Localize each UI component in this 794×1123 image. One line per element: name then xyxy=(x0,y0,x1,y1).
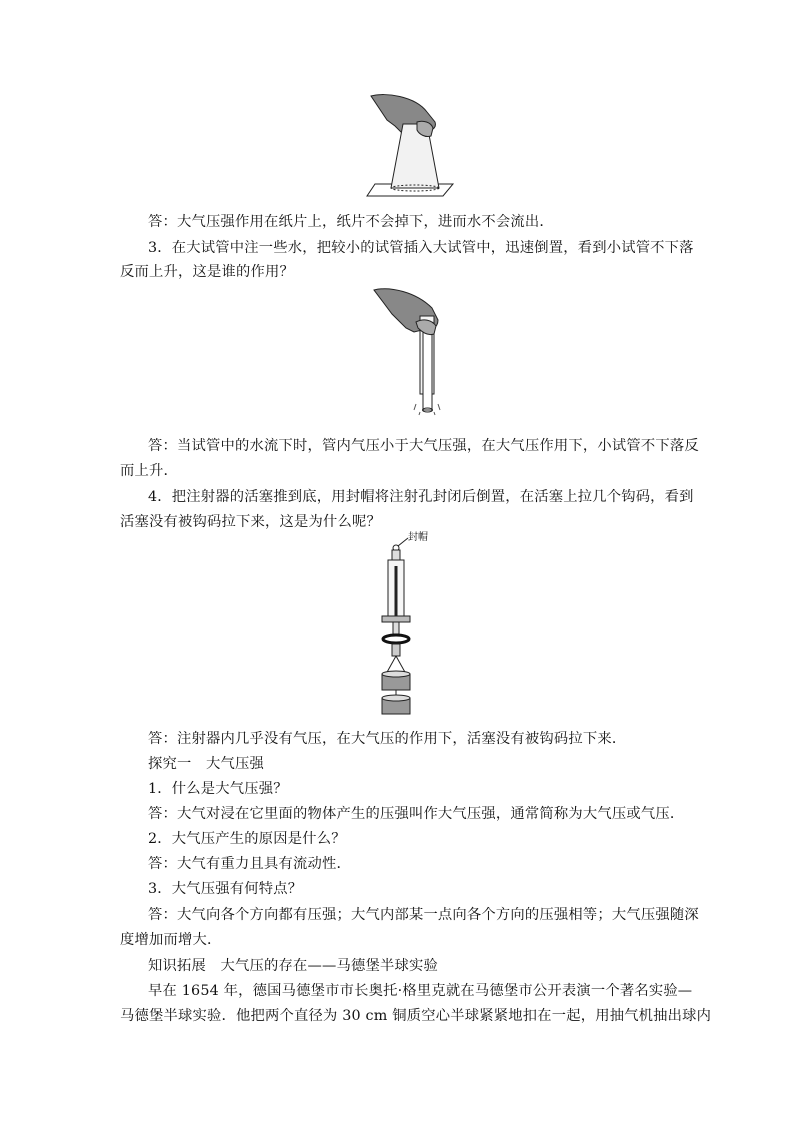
test-tube-figure xyxy=(372,286,448,416)
test-tube-illustration xyxy=(372,286,448,416)
syringe-cap-label: 封帽 xyxy=(408,532,428,543)
syringe-figure xyxy=(378,532,450,722)
question-4-line-2: 活塞没有被钩码拉下来，这是为什么呢？ xyxy=(120,514,381,530)
inverted-cup-illustration xyxy=(365,92,455,202)
explore-answer-1: 答：大气对浸在它里面的物体产生的压强叫作大气压强，通常简称为大气压或气压． xyxy=(148,806,685,822)
question-4-line-1: 4．把注射器的活塞推到底，用封帽将注射孔封闭后倒置，在活塞上拉几个钩码，看到 xyxy=(148,489,694,505)
explore-answer-3-line-2: 度增加而增大． xyxy=(120,932,222,948)
explore-question-1: 1．什么是大气压强？ xyxy=(148,781,288,797)
extension-paragraph-line-1: 早在 1654 年，德国马德堡市市长奥托·格里克就在马德堡市公开表演一个著名实验— xyxy=(148,983,693,999)
question-3-line-2: 反而上升，这是谁的作用？ xyxy=(120,264,294,280)
answer-3-line-2: 而上升． xyxy=(120,463,178,479)
inverted-cup-figure xyxy=(365,92,455,202)
answer-4: 答：注射器内几乎没有气压，在大气压的作用下，活塞没有被钩码拉下来． xyxy=(148,731,627,747)
syringe-illustration xyxy=(378,532,450,722)
answer-1: 答：大气压强作用在纸片上，纸片不会掉下，进而水不会流出． xyxy=(148,214,554,230)
explore-question-3: 3．大气压强有何特点？ xyxy=(148,881,303,897)
explore-heading: 探究一 大气压强 xyxy=(148,756,264,772)
extension-paragraph-line-2: 马德堡半球实验．他把两个直径为 30 cm 铜质空心半球紧紧地扣在一起，用抽气机抽出球内 xyxy=(120,1008,712,1024)
answer-3-line-1: 答：当试管中的水流下时，管内气压小于大气压强，在大气压作用下，小试管不下落反 xyxy=(148,438,699,454)
extension-heading: 知识拓展 大气压的存在——马德堡半球实验 xyxy=(148,958,438,974)
question-3-line-1: 3．在大试管中注一些水，把较小的试管插入大试管中，迅速倒置，看到小试管不下落 xyxy=(148,240,694,256)
explore-question-2: 2．大气压产生的原因是什么？ xyxy=(148,831,346,847)
explore-answer-3-line-1: 答：大气向各个方向都有压强；大气内部某一点向各个方向的压强相等；大气压强随深 xyxy=(148,907,699,923)
explore-answer-2: 答：大气有重力且具有流动性． xyxy=(148,856,351,872)
